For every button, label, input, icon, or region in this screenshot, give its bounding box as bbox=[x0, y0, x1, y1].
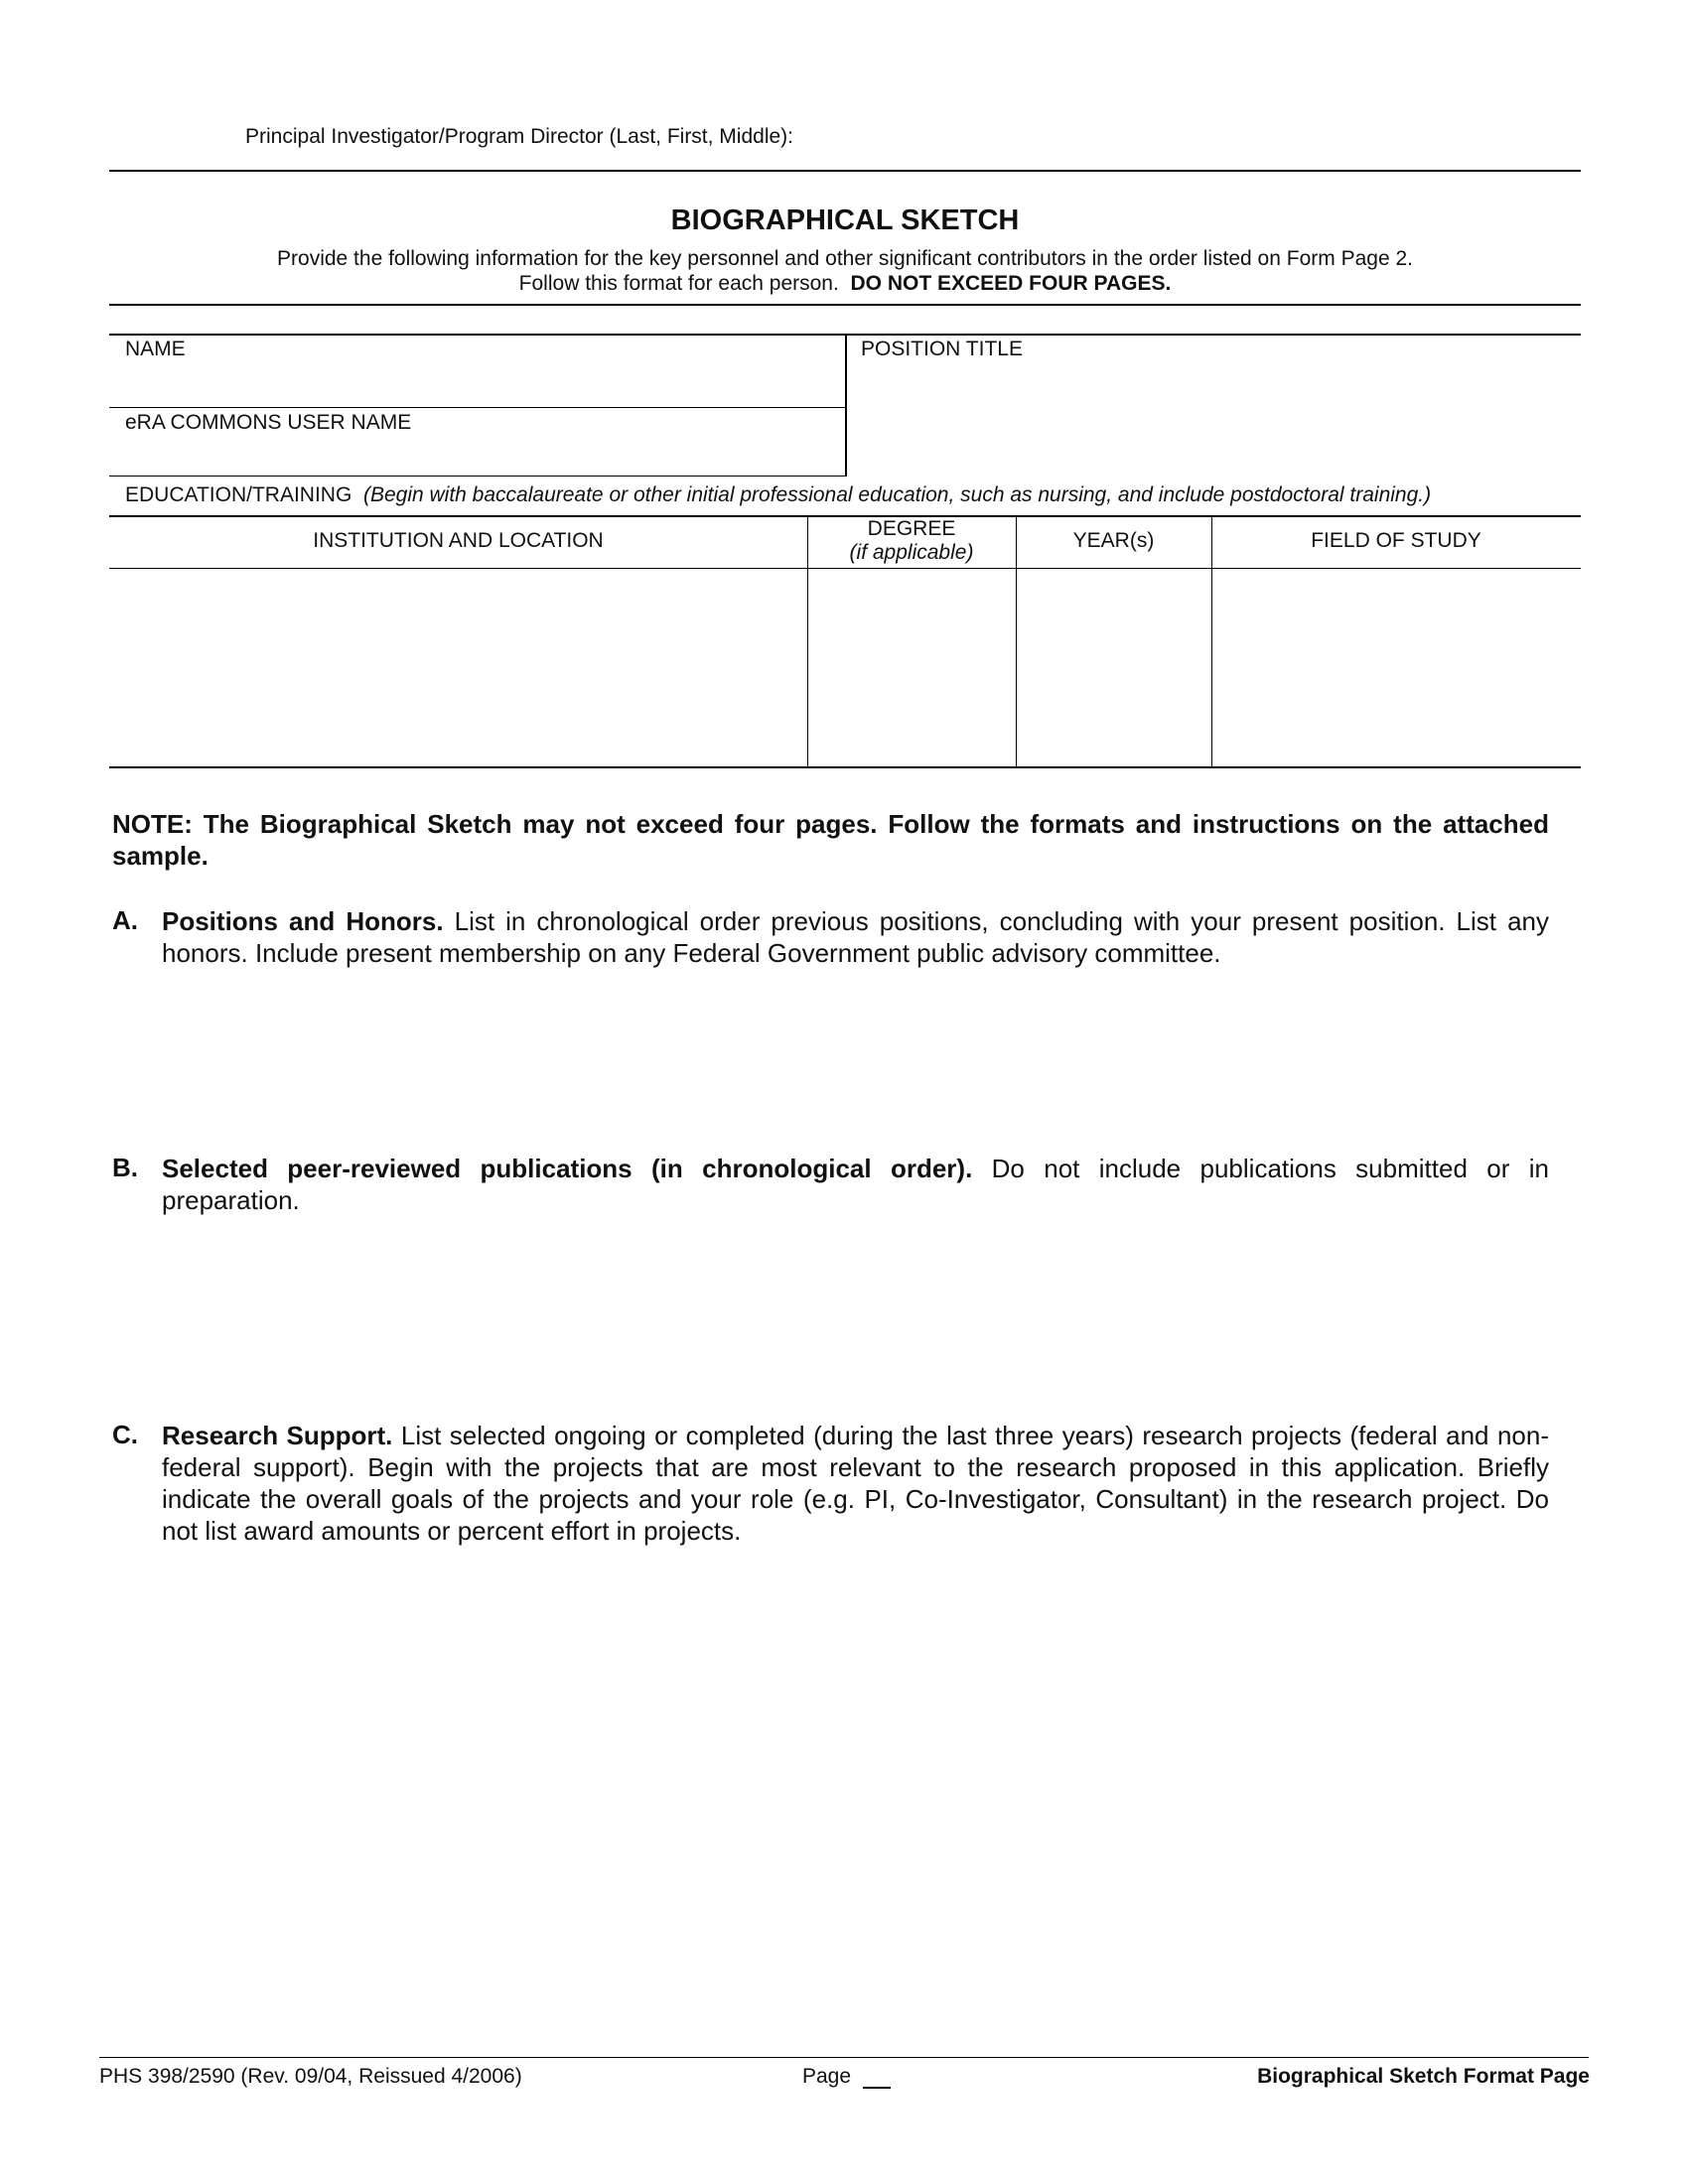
footer-page bbox=[802, 2065, 891, 2089]
degree-cell[interactable] bbox=[809, 571, 1014, 764]
footer-divider bbox=[99, 2057, 1589, 2058]
era-commons-label: eRA COMMONS USER NAME bbox=[125, 411, 412, 434]
position-title-label: POSITION TITLE bbox=[861, 338, 1023, 360]
instruction-line-2-text: Follow this format for each person. bbox=[518, 272, 839, 295]
footer-page-title: Biographical Sketch Format Page bbox=[1257, 2065, 1590, 2088]
section-a-instructions: List in chronological order previous positions, concluding with your present position. List any honors. Include present membership on any Federal Government public advisory committee. bbox=[162, 906, 1549, 968]
col-degree-note: (if applicable) bbox=[849, 541, 974, 564]
footer-page-label: Page bbox=[802, 2065, 852, 2088]
position-title-field[interactable] bbox=[856, 365, 1571, 469]
footer-page-number[interactable] bbox=[863, 2067, 891, 2089]
header-divider bbox=[109, 170, 1581, 172]
education-label-note: (Begin with baccalaureate or other initial professional education, such as nursing, and include postdoctoral training.) bbox=[362, 483, 1432, 506]
section-a-text bbox=[162, 905, 1549, 969]
footer-form-id: PHS 398/2590 (Rev. 09/04, Reissued 4/2006) bbox=[99, 2065, 522, 2088]
col-institution-header: INSTITUTION AND LOCATION bbox=[313, 529, 604, 552]
section-c-heading: Research Support. bbox=[162, 1421, 393, 1450]
era-bottom-border bbox=[109, 476, 846, 477]
section-c-instructions: List selected ongoing or completed (during the last three years) research projects (federal and non-federal support). Begin with the projects that are most relevant to the research proposed in this application. Briefly indicate the overall goals of the projects and your role (e.g. PI, Co-Investigator, Consultant) in the research project. Do not list award amounts or percent effort in projects. bbox=[162, 1421, 1549, 1546]
col-degree-header bbox=[807, 517, 1016, 565]
era-commons-field[interactable] bbox=[119, 437, 834, 473]
instruction-line-2 bbox=[109, 272, 1581, 296]
col-field-header: FIELD OF STUDY bbox=[1311, 529, 1481, 552]
title-divider bbox=[109, 304, 1581, 306]
instruction-line-1: Provide the following information for the key personnel and other significant contributors in the order listed on Form Page 2. bbox=[277, 247, 1413, 270]
fields-divider-vertical bbox=[845, 334, 847, 477]
section-b-letter: B. bbox=[112, 1153, 138, 1182]
section-b-instructions: Do not include publications submitted or in preparation. bbox=[162, 1154, 1549, 1215]
education-label-text: EDUCATION/TRAINING bbox=[125, 483, 352, 506]
field-cell[interactable] bbox=[1213, 571, 1579, 764]
education-label bbox=[125, 483, 1431, 507]
page-title: BIOGRAPHICAL SKETCH bbox=[670, 205, 1020, 236]
name-label: NAME bbox=[125, 338, 186, 360]
institution-cell[interactable] bbox=[111, 571, 805, 764]
section-b-heading: Selected peer-reviewed publications (in chronological order). bbox=[162, 1154, 973, 1183]
education-bottom-border bbox=[109, 766, 1581, 768]
education-col-divider-3 bbox=[1211, 515, 1212, 767]
col-degree-label: DEGREE bbox=[867, 517, 956, 540]
name-bottom-border bbox=[109, 407, 846, 408]
section-a-letter: A. bbox=[112, 905, 138, 935]
section-c-text bbox=[162, 1420, 1549, 1547]
education-header-border bbox=[109, 568, 1581, 569]
education-col-divider-2 bbox=[1016, 515, 1017, 767]
section-c-letter: C. bbox=[112, 1420, 138, 1449]
note-text: NOTE: The Biographical Sketch may not exceed four pages. Follow the formats and instructions on the attached sample. bbox=[112, 809, 1549, 871]
years-cell[interactable] bbox=[1018, 571, 1209, 764]
col-years-header: YEAR(s) bbox=[1072, 529, 1155, 552]
section-a-heading: Positions and Honors. bbox=[162, 906, 444, 936]
instruction-line-2-warning: DO NOT EXCEED FOUR PAGES. bbox=[850, 272, 1172, 295]
pi-name-label: Principal Investigator/Program Director (Last, First, Middle): bbox=[245, 125, 793, 148]
name-field[interactable] bbox=[119, 365, 834, 403]
section-b-text bbox=[162, 1153, 1549, 1216]
